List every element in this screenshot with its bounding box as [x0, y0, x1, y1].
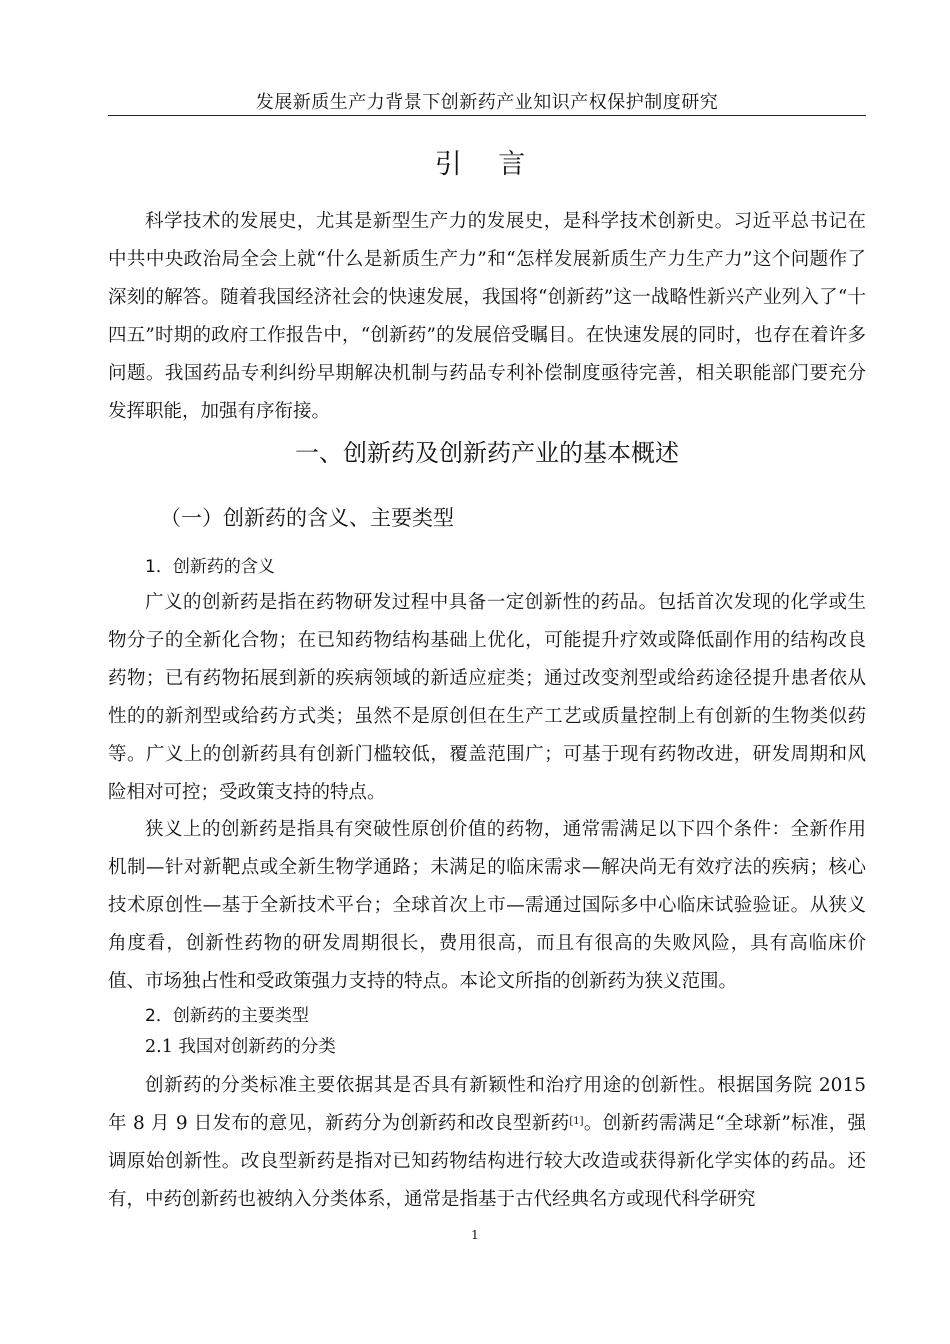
subsection-heading: （一）创新药的含义、主要类型 — [160, 506, 454, 530]
chapter-heading: 一、创新药及创新药产业的基本概述 — [295, 439, 679, 467]
section-title-intro: 引 言 — [434, 149, 540, 180]
item-heading-1: 1．创新药的含义 — [145, 557, 275, 577]
classification-text-b: 。创新药需满足“全球新”标准，强调原始创新性。改良型新药是指对已知药物结构进行较大改造或获得新化学实体的药品。还有，中药创新药也被纳入分类体系，通常是指基于古代经典名方或现代科学研究 — [108, 1113, 866, 1210]
item-heading-2: 2．创新药的主要类型 — [145, 1006, 309, 1026]
intro-paragraph: 科学技术的发展史，尤其是新型生产力的发展史，是科学技术创新史。习近平总书记在中共中央政治局全会上就“什么是新质生产力”和“怎样发展新质生产力生产力”这个问题作了深刻的解答。随着我国经济社会的快速发展，我国将“创新药”这一战略性新兴产业列入了“十四五”时期的政府工作报告中，“创新药”的发展倍受瞩目。在快速发展的同时，也存在着许多问题。我国药品专利纠纷早期解决机制与药品专利补偿制度亟待完善，相关职能部门要充分发挥职能，加强有序衔接。 — [108, 211, 866, 422]
header-divider — [108, 115, 866, 116]
sub-item-heading: 2.1 我国对创新药的分类 — [145, 1037, 336, 1057]
page-number: 1 — [471, 1228, 479, 1242]
body-paragraph-narrow: 狭义上的创新药是指具有突破性原创价值的药物，通常需满足以下四个条件：全新作用机制—针对新靶点或全新生物学通路；未满足的临床需求—解决尚无有效疗法的疾病；核心技术原创性—基于全新技术平台；全球首次上市—需通过国际多中心临床试验验证。从狭义角度看，创新性药物的研发周期很长，费用很高，而且有很高的失败风险，具有高临床价值、市场独占性和受政策强力支持的特点。本论文所指的创新药为狭义范围。 — [108, 819, 866, 992]
citation-ref[interactable]: [1] — [569, 1116, 584, 1127]
body-paragraph-classification — [108, 1067, 866, 1219]
body-paragraph-broad: 广义的创新药是指在药物研发过程中具备一定创新性的药品。包括首次发现的化学或生物分子的全新化合物；在已知药物结构基础上优化，可能提升疗效或降低副作用的结构改良药物；已有药物拓展到新的疾病领域的新适应症类；通过改变剂型或给药途径提升患者依从性的的新剂型或给药方式类；虽然不是原创但在生产工艺或质量控制上有创新的生物类似药等。广义上的创新药具有创新门槛较低，覆盖范围广；可基于现有药物改进，研发周期和风险相对可控；受政策支持的特点。 — [108, 592, 866, 803]
classification-text-a: 创新药的分类标准主要依据其是否具有新颖性和治疗用途的创新性。根据国务院 2015 年 8 月 9 日发布的意见，新药分为创新药和改良型新药 — [108, 1075, 866, 1134]
running-header: 发展新质生产力背景下创新药产业知识产权保护制度研究 — [255, 92, 719, 113]
